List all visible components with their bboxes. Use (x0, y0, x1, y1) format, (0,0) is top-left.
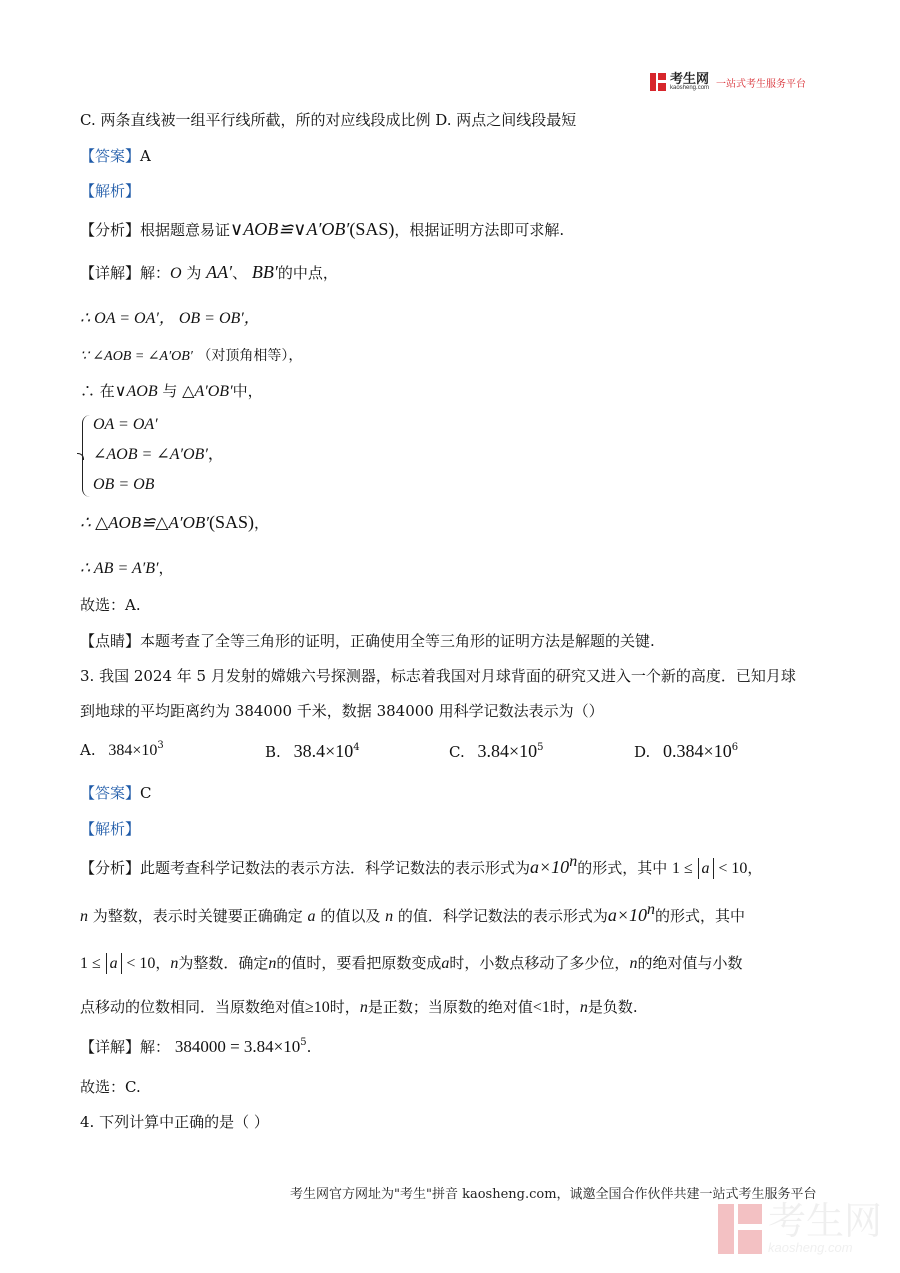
triangle-aob: ∨AOB (114, 383, 158, 400)
option-exponent: 4 (353, 742, 360, 753)
option-exponent: 5 (537, 742, 544, 753)
fenxi-tag: 【分析】 (80, 859, 141, 877)
kaosheng-watermark-icon (718, 1204, 762, 1254)
fenxi-text: 此题考查科学记数法的表示方法．科学记数法的表示形式为 (140, 859, 531, 877)
var-n: n (359, 999, 368, 1016)
abs-a: a (698, 858, 714, 879)
system-line-2 (93, 440, 224, 470)
q3-detail (80, 1036, 311, 1057)
option-label: C. (449, 743, 465, 761)
step4-sas: (SAS) (209, 512, 255, 532)
var-a: a (441, 955, 450, 972)
option-exponent: 3 (157, 740, 164, 751)
q3-option-a (80, 741, 164, 760)
inequality-left: 1 ≤ (671, 860, 693, 877)
footer-text: 考生网官方网址为"考生"拼音 kaosheng.com，诚邀全国合作伙伴共建一站式考生服务平台 (290, 1187, 817, 1202)
step3-post: 中， (232, 382, 263, 400)
q3-fenxi-line-4 (80, 996, 638, 1017)
sci-notation-form: a×10 (607, 905, 648, 925)
answer-tag: 【答案】 (80, 147, 141, 165)
q2-analysis-tag: 【解析】 (80, 182, 141, 200)
logo-url: kaosheng.com (670, 85, 710, 91)
q3-option-d (634, 741, 738, 762)
angle-equality: ∵ ∠AOB = ∠A′OB′ (80, 349, 193, 364)
detail-wei: 为 (186, 264, 202, 282)
fenxi-text: 时， (329, 998, 360, 1016)
q2-step3 (80, 380, 263, 401)
sci-notation-exp: n (569, 853, 578, 870)
inequality-right: < 10 (718, 860, 748, 877)
q2-detail (80, 262, 338, 283)
detail-pre: 解： (140, 264, 171, 282)
logo-slogan: 一站式考生服务平台 (716, 78, 807, 90)
option-label: D. (634, 743, 651, 761)
fenxi-end: ， (747, 859, 763, 877)
inequality-left: 1 ≤ (80, 955, 101, 972)
system-line-2-suffix: ， (207, 446, 224, 463)
dianjing-tag: 【点睛】 (80, 632, 141, 650)
fenxi-text: 的值．科学记数法的表示形式为 (393, 907, 608, 925)
q2-choose: 故选：A. (80, 596, 141, 614)
triangle-a1ob1: △A′OB′ (182, 383, 233, 400)
detail-tag: 【详解】 (80, 264, 141, 282)
segment-aa: AA′ (206, 262, 233, 282)
kaosheng-logo-icon (650, 73, 666, 91)
fenxi-text: 点移动的位数相同．当原数绝对值 (80, 998, 306, 1016)
var-n: n (80, 908, 88, 925)
q3-stem-line-2: 到地球的平均距离约为 384000 千米，数据 384000 用科学记数法表示为（） (80, 702, 604, 720)
equation-system (93, 410, 224, 500)
fenxi-text: 时， (549, 998, 580, 1016)
q3-choose: 故选：C. (80, 1078, 141, 1096)
q4-stem: 4. 下列计算中正确的是（ ） (80, 1113, 269, 1131)
fenxi-text: 的形式，其中 (577, 859, 668, 877)
var-n: n (385, 908, 394, 925)
watermark-url: kaosheng.com (768, 1240, 853, 1255)
detail-exponent: 5 (300, 1037, 307, 1048)
var-n: n (170, 955, 179, 972)
step5-post: ， (158, 559, 174, 577)
fenxi-text: 的形式，其中 (655, 907, 746, 925)
q3-option-c (449, 741, 544, 762)
q2-step2 (80, 345, 302, 365)
q2-options-line: C. 两条直线被一组平行线所截，所的对应线段成比例 D. 两点之间线段最短 (80, 111, 577, 129)
system-line-3: OB = OB (93, 476, 155, 493)
q3-stem-line-1: 3. 我国 2024 年 5 月发射的嫦娥六号探测器，标志着我国对月球背面的研究又进入一个新的高度．已知月球 (80, 667, 796, 685)
option-value: 0.384×10 (663, 741, 732, 761)
dianjing-text: 本题考查了全等三角形的证明，正确使用全等三角形的证明方法是解题的关键. (140, 632, 655, 650)
fenxi-text: 的值时，要看把原数变成 (276, 954, 442, 972)
detail-mid: 的中点， (277, 264, 338, 282)
fenxi-text: 的绝对值与小数 (637, 954, 743, 972)
watermark-name: 考生网 (768, 1199, 883, 1243)
option-value: 38.4×10 (293, 741, 354, 761)
system-brace (82, 415, 91, 497)
q3-fenxi-line-3 (80, 952, 742, 973)
q2-answer (80, 145, 151, 166)
option-value: 384×10 (108, 742, 158, 759)
sci-notation-exp: n (647, 901, 656, 918)
q3-option-b (265, 741, 360, 762)
fenxi-text: 时，小数点移动了多少位， (449, 954, 630, 972)
step3-with: 与 (162, 382, 178, 400)
answer-value: A (140, 147, 151, 165)
fenxi-text: 为整数．确定 (178, 954, 269, 972)
system-line-2-math: ∠AOB = ∠A′OB′ (93, 446, 208, 463)
segment-equality: ∴ AB = A′B′ (80, 560, 159, 577)
option-label: A. (80, 741, 96, 759)
step3-pre: ∴ 在 (80, 382, 115, 400)
fenxi-text: 是正数；当原数的绝对值 (367, 998, 533, 1016)
fenxi-congruence: ∨AOB≌∨A′OB′ (230, 219, 350, 239)
step4-post: ， (254, 514, 270, 532)
option-label: B. (265, 743, 281, 761)
fenxi-text: 是负数. (587, 998, 638, 1016)
var-n: n (579, 999, 588, 1016)
q2-step1: ∴ OA = OA′， OB = OB′， (80, 310, 260, 327)
congruence-statement: ∴ △AOB≌△A′OB′ (80, 513, 209, 532)
fenxi-sas: (SAS) (349, 219, 395, 239)
fenxi-text: 根据题意易证 (140, 221, 231, 239)
step2-note: （对顶角相等）， (197, 348, 303, 364)
answer-value: C (140, 784, 152, 802)
answer-tag: 【答案】 (80, 784, 141, 802)
ge-ten: ≥10 (305, 999, 330, 1016)
detail-tag: 【详解】 (80, 1038, 141, 1056)
var-n: n (268, 955, 277, 972)
q3-analysis-tag: 【解析】 (80, 820, 141, 838)
q2-step4 (80, 512, 269, 533)
header-logo (650, 73, 806, 91)
var-a: a (307, 908, 316, 925)
fenxi-text: ， (155, 954, 171, 972)
detail-end: . (306, 1038, 312, 1056)
q3-answer (80, 782, 152, 803)
point-o: O (170, 265, 182, 282)
fenxi-post: ，根据证明方法即可求解. (394, 221, 565, 239)
q2-step5 (80, 557, 174, 578)
fenxi-text: 为整数，表示时关键要正确确定 (88, 907, 308, 925)
detail-pre: 解： (140, 1038, 171, 1056)
system-line-1: OA = OA′ (93, 416, 158, 433)
detail-equation: 384000 = 3.84×10 (174, 1037, 301, 1056)
footer-watermark (718, 1199, 883, 1255)
abs-a: a (106, 953, 122, 974)
fenxi-text: 的值以及 (315, 907, 386, 925)
detail-dun: 、 (232, 264, 248, 282)
option-exponent: 6 (731, 742, 739, 753)
q2-fenxi (80, 219, 564, 240)
q3-fenxi-line-1 (80, 853, 763, 878)
fenxi-tag: 【分析】 (80, 221, 141, 239)
inequality-right: < 10 (126, 955, 156, 972)
lt-one: <1 (532, 999, 550, 1016)
option-value: 3.84×10 (477, 741, 538, 761)
q2-dianjing (80, 630, 655, 651)
q3-fenxi-line-2 (80, 901, 746, 926)
segment-bb: BB′ (251, 262, 278, 282)
logo-name: 考生网 (670, 71, 710, 86)
var-n: n (629, 955, 638, 972)
sci-notation-form: a×10 (530, 857, 570, 877)
